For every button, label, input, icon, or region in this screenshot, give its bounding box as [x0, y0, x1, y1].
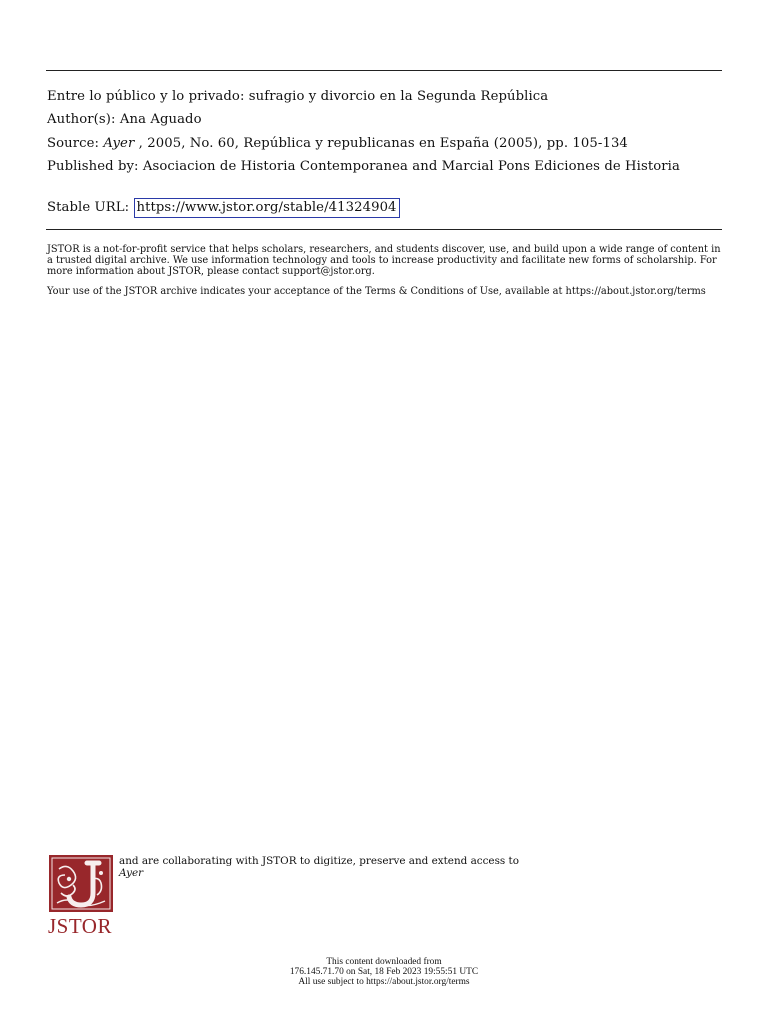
published-label: Published by:: [47, 159, 139, 174]
source-label: Source:: [47, 136, 100, 151]
collaboration-journal: Ayer: [119, 867, 144, 879]
stable-url-label: Stable URL:: [47, 200, 130, 215]
top-rule: [46, 70, 722, 71]
jstor-logo-icon: [49, 855, 113, 912]
download-notice: This content downloaded from: [326, 957, 442, 967]
collaboration-text: and are collaborating with JSTOR to digitize, preserve and extend access to: [119, 855, 519, 867]
jstor-logo-wordmark: JSTOR: [48, 914, 112, 938]
terms-footer: All use subject to https://about.jstor.org/terms: [298, 977, 470, 987]
authors-label: Author(s):: [47, 112, 116, 127]
published-by: [47, 159, 723, 174]
authors-line: [47, 112, 202, 127]
source-journal: Ayer: [103, 136, 135, 151]
article-title: Entre lo público y lo privado: sufragio y divorcio en la Segunda República: [47, 89, 549, 104]
authors-value: Ana Aguado: [119, 112, 202, 127]
terms-notice: Your use of the JSTOR archive indicates your acceptance of the Terms & Conditions of Use, available at https://about.jstor.org/terms: [47, 286, 706, 297]
source-line: [47, 136, 628, 151]
stable-url-link[interactable]: https://www.jstor.org/stable/41324904: [134, 198, 400, 218]
stable-url-line: [47, 198, 400, 218]
download-info: 176.145.71.70 on Sat, 18 Feb 2023 19:55:51 UTC: [289, 967, 479, 977]
middle-rule: [46, 229, 722, 230]
publisher-value: Asociacion de Historia Contemporanea and Marcial Pons Ediciones de Historia: [142, 159, 680, 174]
jstor-notice: JSTOR is a not-for-profit service that helps scholars, researchers, and students discover, use, and build upon a wide range of content in a trusted digital archive. We use information technology and tools to increase productivity and facilitate new forms of scholarship. For more information about JSTOR, please contact support@jstor.org.: [47, 244, 721, 277]
source-details: , 2005, No. 60, República y republicanas en España (2005), pp. 105-134: [134, 136, 628, 151]
